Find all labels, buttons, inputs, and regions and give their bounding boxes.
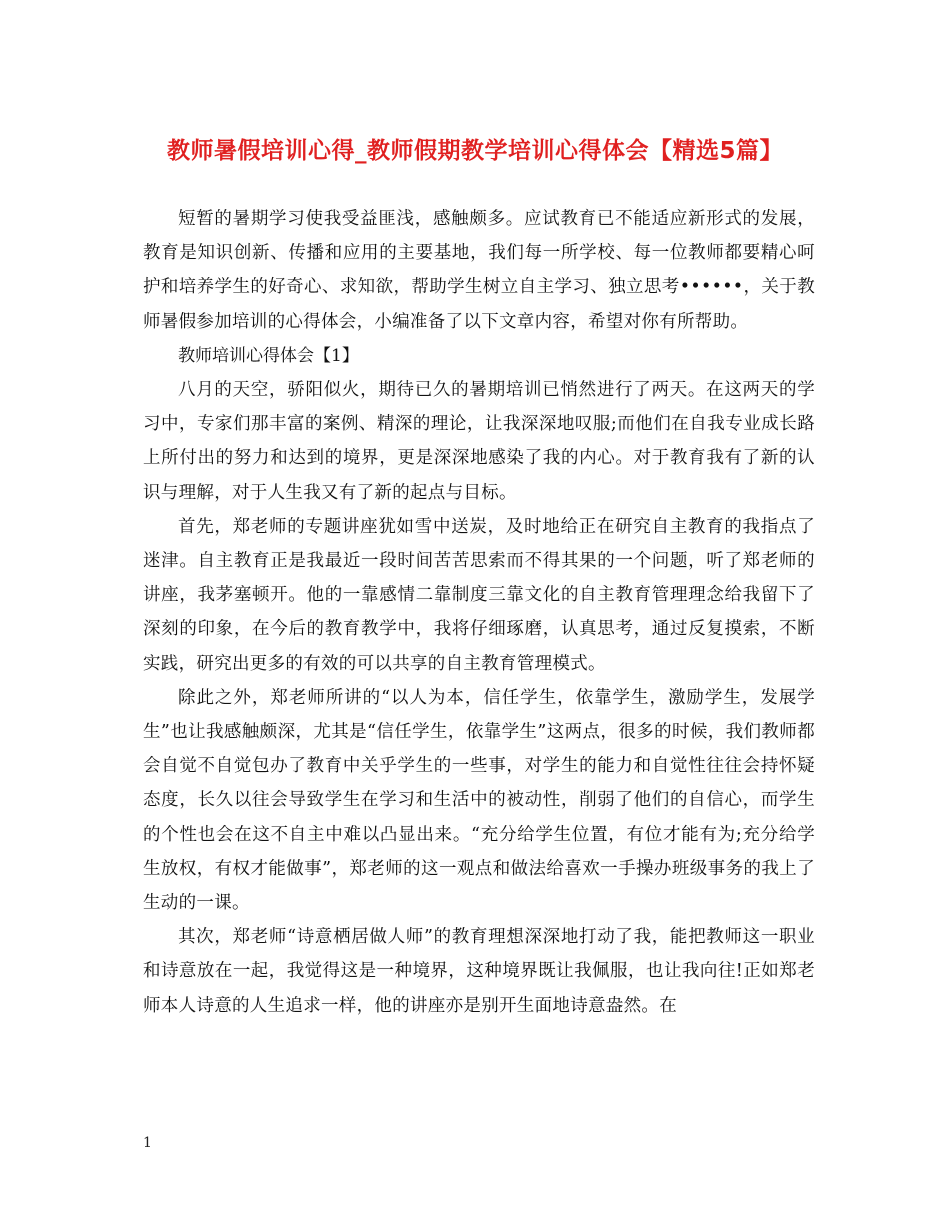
section-heading: 教师培训心得体会【1】 <box>178 345 359 366</box>
document-title: 教师暑假培训心得_教师假期教学培训心得体会【精选5篇】 <box>166 138 783 164</box>
body-paragraph: 八月的天空，骄阳似火，期待已久的暑期培训已悄然进行了两天。在这两天的学习中，专家们那丰富的案例、精深的理论，让我深深地叹服;而他们在自我专业成长路上所付出的努力和达到的境界，更是深深地感染了我的内心。对于教育我有了新的认识与理解，对于人生我又有了新的起点与目标。 <box>143 380 815 503</box>
document-body <box>143 202 815 1023</box>
body-paragraph: 首先，郑老师的专题讲座犹如雪中送炭，及时地给正在研究自主教育的我指点了迷津。自主教育正是我最近一段时间苦苦思索而不得其果的一个问题，听了郑老师的讲座，我茅塞顿开。他的一靠感情二靠制度三靠文化的自主教育管理理念给我留下了深刻的印象，在今后的教育教学中，我将仔细琢磨，认真思考，通过反复摸索，不断实践，研究出更多的有效的可以共享的自主教育管理模式。 <box>143 516 815 674</box>
intro-paragraph: 短暂的暑期学习使我受益匪浅，感触颇多。应试教育已不能适应新形式的发展，教育是知识创新、传播和应用的主要基地，我们每一所学校、每一位教师都要精心呵护和培养学生的好奇心、求知欲，帮助学生树立自主学习、独立思考••••••，关于教师暑假参加培训的心得体会，小编准备了以下文章内容，希望对你有所帮助。 <box>143 209 815 332</box>
page-number: 1 <box>143 1135 152 1151</box>
body-paragraph: 除此之外，郑老师所讲的“以人为本，信任学生，依靠学生，激励学生，发展学生”也让我感触颇深，尤其是“信任学生，依靠学生”这两点，很多的时候，我们教师都会自觉不自觉包办了教育中关乎学生的一些事，对学生的能力和自觉性往往会持怀疑态度，长久以往会导致学生在学习和生活中的被动性，削弱了他们的自信心，而学生的个性也会在这不自主中难以凸显出来。“充分给学生位置，有位才能有为;充分给学生放权，有权才能做事”，郑老师的这一观点和做法给喜欢一手操办班级事务的我上了生动的一课。 <box>143 687 815 914</box>
body-paragraph: 其次，郑老师“诗意栖居做人师”的教育理想深深地打动了我，能把教师这一职业和诗意放在一起，我觉得这是一种境界，这种境界既让我佩服，也让我向往!正如郑老师本人诗意的人生追求一样，他的讲座亦是别开生面地诗意盎然。在 <box>143 927 815 1016</box>
